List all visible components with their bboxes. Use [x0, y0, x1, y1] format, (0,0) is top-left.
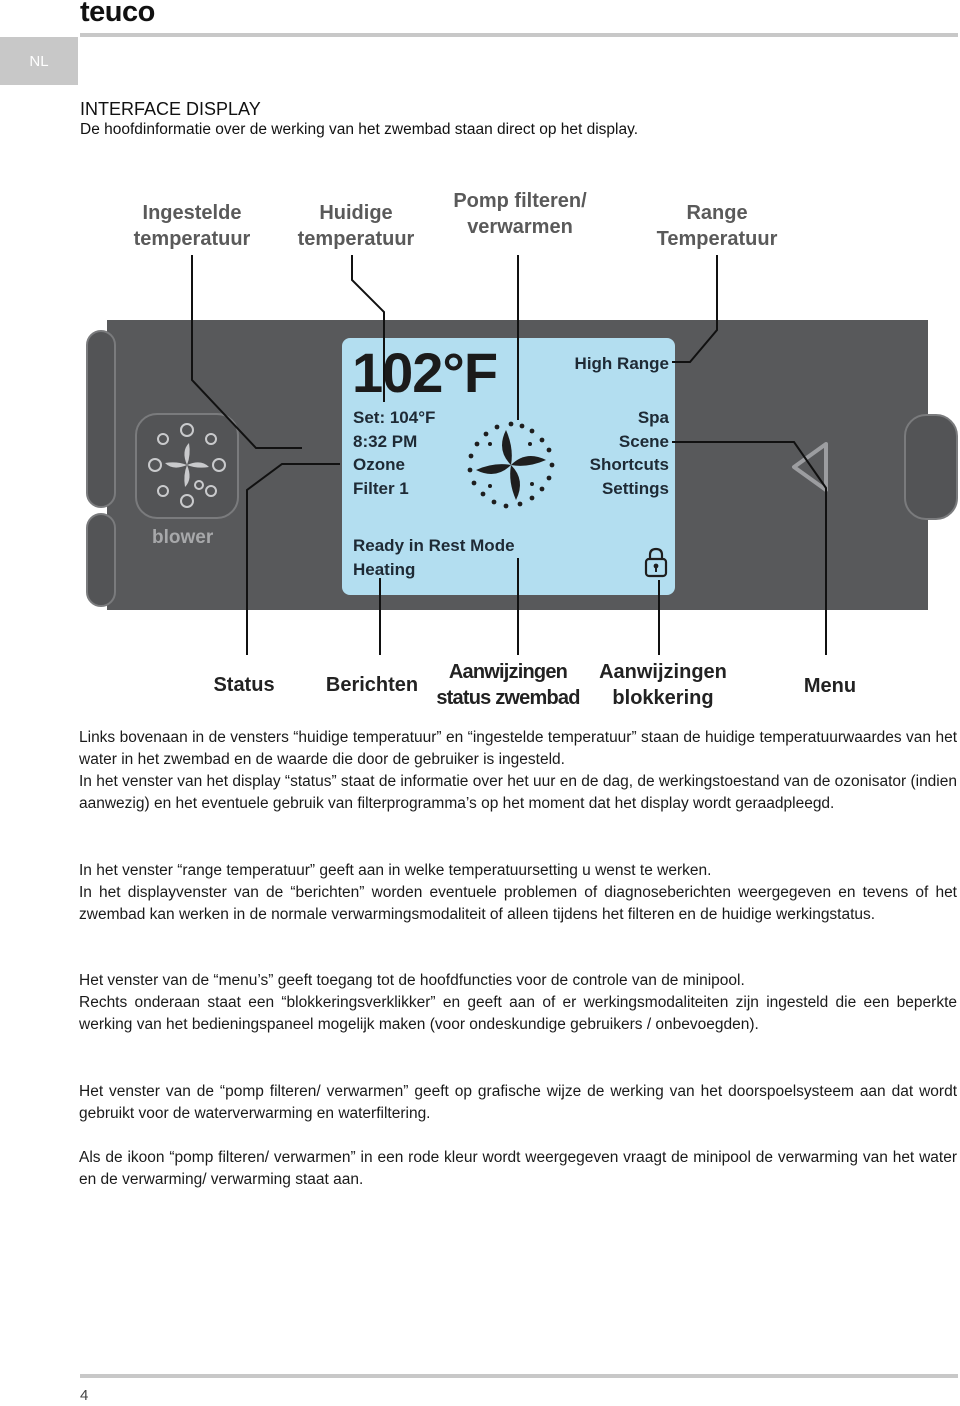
- body-paragraph: Het venster van de “menu’s” geeft toegang tot de hoofdfuncties voor de controle van de minipool.: [79, 972, 745, 989]
- menu-item-settings[interactable]: Settings: [601, 478, 669, 498]
- range-indicator[interactable]: High Range: [574, 354, 669, 373]
- leader-menu: [672, 442, 826, 655]
- leader-range: [672, 255, 717, 362]
- body-paragraph: Als de ikoon “pomp filteren/ verwarmen” in een rode kleur wordt weergegeven vraagt de minipool de verwarming van het water en de verwarming/ verwarming staat aan.: [79, 1149, 957, 1188]
- body-paragraph: In het venster “range temperatuur” geeft aan in welke temperatuursetting u wenst te werken.: [79, 862, 712, 879]
- label-aanwijzingen-blokkering: Aanwijzingen blokkering: [599, 661, 727, 709]
- label-aanwijzingen-status: Aanwijzingen status zwembad: [436, 661, 580, 709]
- leader-status: [247, 464, 340, 655]
- body-block-2: [79, 860, 957, 926]
- callout-lines: [0, 0, 960, 700]
- body-paragraph: Het venster van de “pomp filteren/ verwarmen” geeft op grafische wijze de werking van het doorspoelsysteem aan dat wordt gebruikt voor de waterverwarming en waterfiltering.: [79, 1083, 957, 1122]
- label-status: Status: [213, 674, 275, 696]
- heating-message: Heating: [353, 559, 416, 579]
- body-paragraph: In het displayvenster van de “berichten” worden eventuele problemen of diagnoseberichten weergegeven en tevens of het zwembad kan werken in de normale verwarmingsmodaliteit of alleen tijdens het filteren en de huidige werkingstatus.: [79, 884, 957, 923]
- body-paragraph: Links bovenaan in de vensters “huidige temperatuur” en “ingestelde temperatuur” staan de huidige temperatuurwaardes van het water in het zwembad en de waarde die door de gebruiker is ingesteld.: [79, 729, 957, 768]
- label-range-temperatuur: Range Temperatuur: [656, 202, 778, 250]
- label-menu: Menu: [803, 675, 857, 697]
- leader-huidige: [352, 255, 384, 402]
- page-number: 4: [80, 1387, 89, 1404]
- section-title: INTERFACE DISPLAY: [80, 99, 261, 119]
- menu-item-scene[interactable]: Scene: [618, 431, 669, 451]
- blower-label: blower: [152, 527, 214, 548]
- body-block-1: [79, 727, 957, 815]
- status-message: Ready in Rest Mode: [353, 536, 515, 555]
- body-paragraph: In het venster van het display “status” staat de informatie over het uur en de dag, de werkingstoestand van de ozonisator (indien aanwezig) en het eventuele gebruik van filterprogramma’s op het moment dat het display wordt geraadpleegd.: [79, 773, 957, 812]
- time-display: 8:32 PM: [353, 431, 418, 451]
- body-paragraph: Rechts onderaan staat een “blokkeringsverklikker” en geeft aan of er werkingsmodaliteiten zijn ingesteld die een beperkte werking van het bedieningspaneel mogelijk maken (voor ondeskundige gebruikers / onbevoegden).: [79, 994, 957, 1033]
- ozone-status: Ozone: [353, 455, 405, 474]
- body-block-5: [79, 1147, 957, 1191]
- set-temperature: Set: 104°F: [353, 408, 436, 427]
- filter-status: Filter 1: [353, 478, 409, 498]
- menu-item-spa[interactable]: Spa: [637, 408, 669, 427]
- body-block-3: [79, 970, 957, 1036]
- section-intro: De hoofdinformatie over de werking van het zwembad staan direct op het display.: [80, 121, 639, 138]
- footer-rule: [80, 1374, 958, 1378]
- brand-logo: teuco: [80, 0, 155, 28]
- label-berichten: Berichten: [325, 674, 419, 696]
- body-block-4: [79, 1081, 957, 1125]
- menu-item-shortcuts[interactable]: Shortcuts: [589, 455, 669, 474]
- label-ingestelde-temperatuur: Ingestelde temperatuur: [133, 202, 251, 250]
- label-pomp-filteren: Pomp filteren/ verwarmen: [453, 190, 587, 238]
- current-temperature: 102°F: [352, 341, 498, 404]
- leader-ingestelde: [192, 255, 302, 448]
- label-huidige-temperatuur: Huidige temperatuur: [297, 202, 415, 250]
- language-tab: NL: [0, 37, 78, 85]
